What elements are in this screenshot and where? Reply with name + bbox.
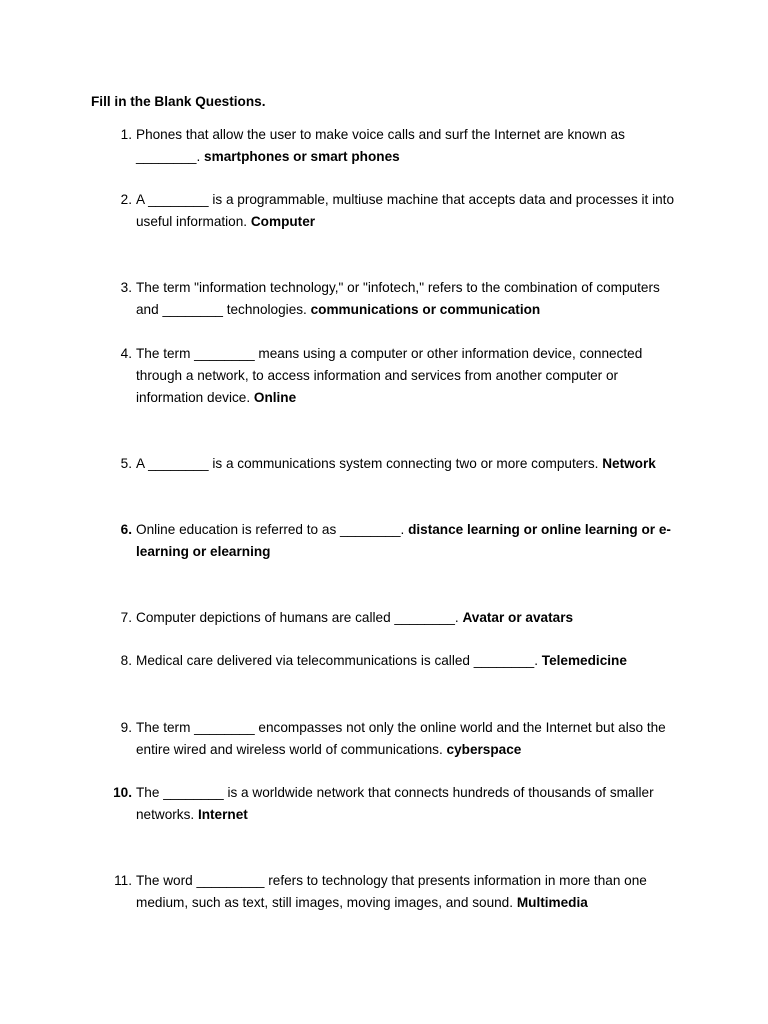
question-answer: Computer	[250, 214, 316, 229]
question-number: 5.	[120, 456, 132, 471]
question-item	[108, 124, 688, 168]
question-answer: cyberspace	[446, 742, 522, 757]
question-answer: Telemedicine	[541, 653, 627, 668]
question-text	[136, 717, 684, 761]
question-answer: Internet	[197, 807, 248, 822]
question-prompt: The term "information technology," or "infotech," refers to the combination of computers and ________ technologies.	[136, 280, 660, 317]
question-item	[108, 277, 688, 321]
document-title: Fill in the Blank Questions.	[91, 94, 266, 109]
question-text	[136, 519, 684, 563]
question-number: 8.	[120, 653, 132, 668]
question-text	[136, 189, 684, 233]
question-prompt: The word _________ refers to technology that presents information in more than one medium, such as text, still images, moving images, and sound.	[136, 873, 647, 910]
question-number: 6.	[120, 522, 132, 537]
question-item	[108, 717, 688, 761]
question-prompt: Computer depictions of humans are called ________.	[136, 610, 463, 625]
question-prompt: The term ________ encompasses not only the online world and the Internet but also the entire wired and wireless world of communications.	[136, 720, 666, 757]
question-text	[136, 650, 684, 672]
question-number: 11.	[114, 873, 132, 888]
question-item	[108, 343, 688, 409]
question-text	[136, 124, 684, 168]
question-number: 1.	[120, 127, 132, 142]
question-number: 2.	[120, 192, 132, 207]
question-number: 4.	[120, 346, 132, 361]
question-item	[108, 782, 688, 826]
question-prompt: The ________ is a worldwide network that connects hundreds of thousands of smaller networks.	[136, 785, 654, 822]
question-number: 3.	[120, 280, 132, 295]
question-text	[136, 870, 684, 914]
question-text	[136, 343, 684, 409]
question-text	[136, 453, 684, 475]
question-prompt: A ________ is a programmable, multiuse machine that accepts data and processes it into useful information.	[136, 192, 675, 229]
question-text	[136, 607, 684, 629]
question-item	[108, 650, 688, 672]
question-prompt: Medical care delivered via telecommunications is called ________.	[136, 653, 542, 668]
question-prompt: The term ________ means using a computer or other information device, connected through a network, to access information and services from another computer or information device.	[136, 346, 643, 405]
question-answer: smartphones or smart phones	[204, 149, 400, 164]
question-answer: Network	[602, 456, 656, 471]
question-answer: distance learning or online learning or e-learning or elearning	[136, 522, 671, 559]
question-answer: Online	[253, 390, 297, 405]
question-answer: Avatar or avatars	[462, 610, 574, 625]
question-number: 10.	[113, 785, 132, 800]
question-number: 9.	[120, 720, 132, 735]
question-prompt: Online education is referred to as ________.	[136, 522, 409, 537]
question-prompt: Phones that allow the user to make voice calls and surf the Internet are known as ________.	[136, 127, 625, 164]
question-item	[108, 189, 688, 233]
question-answer: Multimedia	[516, 895, 588, 910]
question-answer: communications or communication	[310, 302, 541, 317]
question-item	[108, 870, 688, 914]
question-item	[108, 453, 688, 475]
question-text	[136, 782, 684, 826]
question-number: 7.	[120, 610, 132, 625]
question-text	[136, 277, 684, 321]
question-item	[108, 519, 688, 563]
question-item	[108, 607, 688, 629]
question-prompt: A ________ is a communications system connecting two or more computers.	[136, 456, 603, 471]
